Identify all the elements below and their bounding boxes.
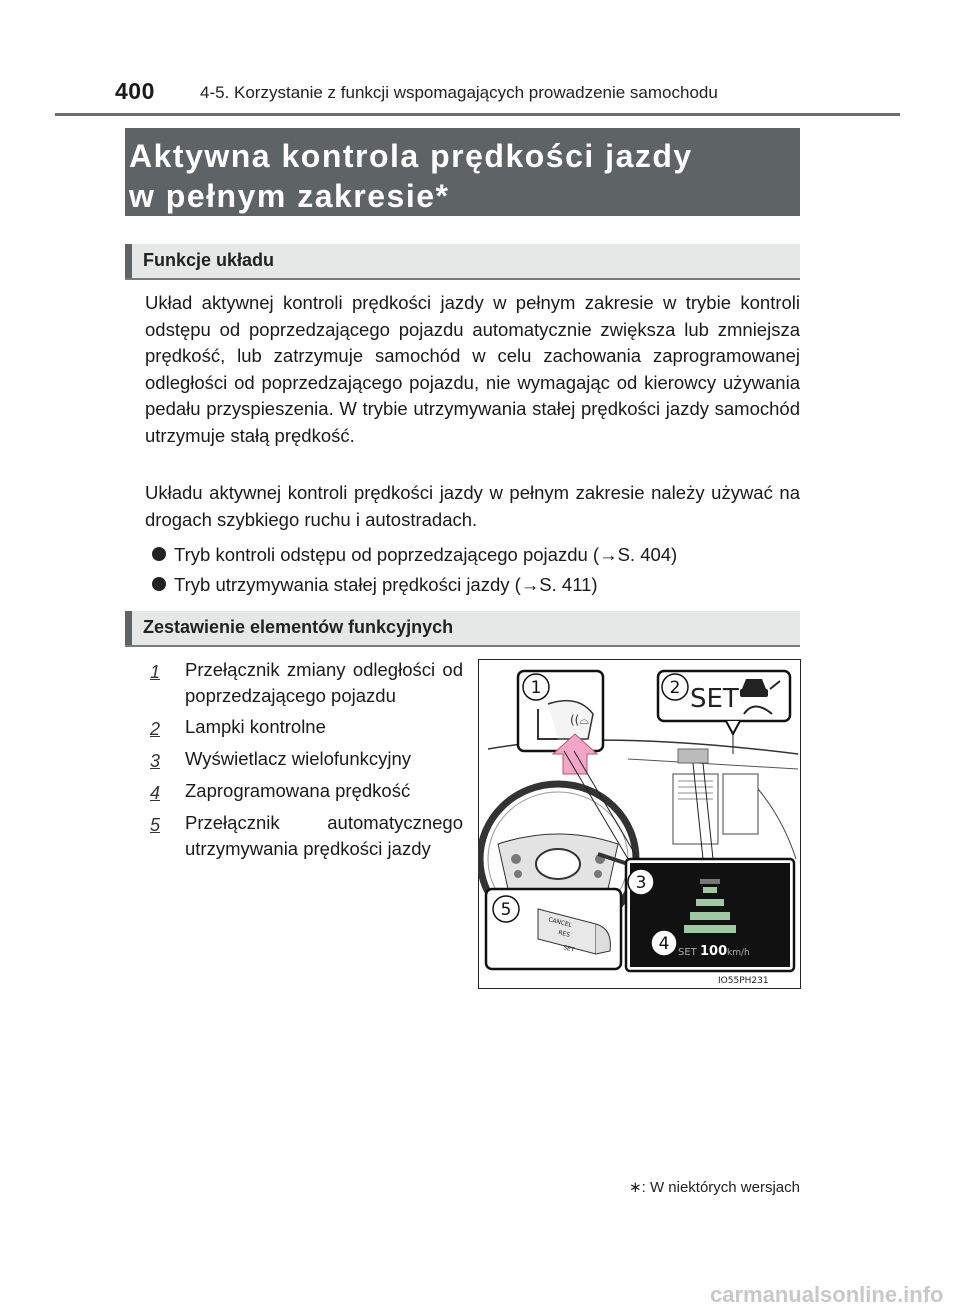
item-number: 1 <box>150 662 161 682</box>
bullet-link-text[interactable]: Tryb kontroli odstępu od poprzedzającego pojazdu (→S. 404) <box>174 544 678 565</box>
section-heading-text: Zestawienie elementów funkcyjnych <box>143 617 454 637</box>
lever-res-label: RES <box>557 929 571 939</box>
chapter-title: 4-5. Korzystanie z funkcji wspomagających prowadzenie samochodu <box>200 83 718 102</box>
item-text: Przełącznik automatycznego utrzymywania prędkości jazdy <box>185 812 463 859</box>
title-box <box>125 128 800 216</box>
section-heading-functions <box>125 244 800 280</box>
dashboard-illustration <box>478 659 801 989</box>
bullet-dot-icon <box>152 577 166 591</box>
list-item <box>150 657 470 709</box>
bullet-item <box>152 544 677 566</box>
callout-5: 5 <box>500 900 512 920</box>
display-set-label: SET <box>678 947 697 958</box>
callout-4: 4 <box>658 934 670 954</box>
callout-1: 1 <box>530 678 542 698</box>
bullet-link-text[interactable]: Tryb utrzymywania stałej prędkości jazdy (→S. 411) <box>174 574 598 595</box>
section-bar <box>125 244 132 278</box>
section-heading-text: Funkcje układu <box>143 250 275 270</box>
page-number: 400 <box>115 78 155 104</box>
footnote: ∗: W niektórych wersjach <box>629 1179 800 1196</box>
lever-cancel-label: CANCEL <box>547 916 573 930</box>
list-item <box>150 714 470 740</box>
set-indicator-label: SET <box>690 684 739 714</box>
item-number: 4 <box>150 783 161 803</box>
page-title: Aktywna kontrola prędkości jazdy w pełnym zakresie* <box>129 138 693 214</box>
item-number: 5 <box>150 815 161 835</box>
item-text: Lampki kontrolne <box>185 716 326 737</box>
section-bar <box>125 611 132 645</box>
list-item <box>150 746 470 772</box>
header-rule <box>55 113 900 116</box>
item-number: 3 <box>150 751 161 771</box>
display-speed-unit: km/h <box>727 948 750 958</box>
section-heading-components <box>125 611 800 647</box>
figure-code: IO55PH231 <box>718 976 769 986</box>
svg-text:((⌓: ((⌓ <box>570 713 589 727</box>
intro-paragraph: Układ aktywnej kontroli prędkości jazdy w pełnym zakresie w trybie kontroli odstępu od poprzedzającego pojazdu automatycznie zwiększa lub zmniejsza prędkość, lub zatrzymuje samochód w celu zachowania zaprogramowanej odległości od poprzedzającego pojazdu, nie wymagając od kierowcy używania pedału przyspieszenia. W trybie utrzymywania stałej prędkości jazdy samochód utrzymuje stałą prędkość. <box>145 292 800 446</box>
item-text: Zaprogramowana prędkość <box>185 780 411 801</box>
list-item <box>150 810 470 862</box>
item-text: Przełącznik zmiany odległości od poprzedzającego pojazdu <box>185 659 463 706</box>
lever-set-label: SET <box>562 944 576 954</box>
usage-paragraph: Układu aktywnej kontroli prędkości jazdy w pełnym zakresie należy używać na drogach szybkiego ruchu i autostradach. <box>145 482 800 530</box>
list-item <box>150 778 470 804</box>
bullet-dot-icon <box>152 547 166 561</box>
display-speed-value: 100 <box>700 944 728 959</box>
item-number: 2 <box>150 719 161 739</box>
bullet-item <box>152 574 598 596</box>
callout-3: 3 <box>635 873 647 893</box>
item-text: Wyświetlacz wielofunkcyjny <box>185 748 412 769</box>
watermark: carmanualsonline.info <box>710 1282 944 1307</box>
callout-2: 2 <box>669 678 681 698</box>
